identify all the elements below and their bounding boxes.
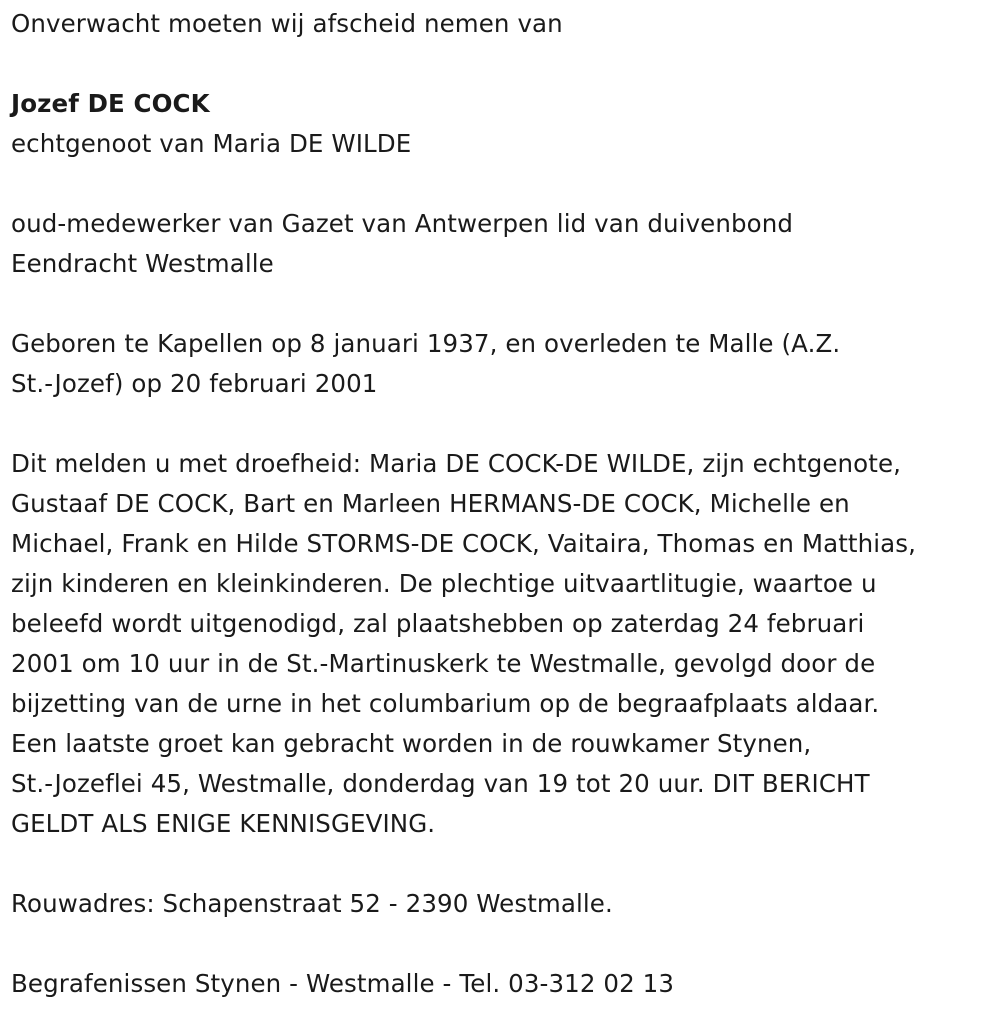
- announcement-line: Michael, Frank en Hilde STORMS-DE COCK, Vaitaira, Thomas en Matthias,: [11, 529, 917, 558]
- announcement-line: Dit melden u met droefheid: Maria DE COCK-DE WILDE, zijn echtgenote,: [11, 449, 902, 478]
- announcement-line: 2001 om 10 uur in de St.-Martinuskerk te Westmalle, gevolgd door de: [11, 649, 876, 678]
- occupation-line: oud-medewerker van Gazet van Antwerpen lid van duivenbond: [11, 209, 793, 238]
- spacer: [11, 164, 991, 204]
- spacer: [11, 44, 991, 84]
- announcement-line: bijzetting van de urne in het columbarium op de begraafplaats aldaar.: [11, 689, 880, 718]
- announcement-line: GELDT ALS ENIGE KENNISGEVING.: [11, 809, 436, 838]
- funeral-home-text: Begrafenissen Stynen - Westmalle - Tel. 03-312 02 13: [11, 969, 675, 998]
- spouse-text: echtgenoot van Maria DE WILDE: [11, 129, 412, 158]
- announcement-line: Een laatste groet kan gebracht worden in de rouwkamer Stynen,: [11, 729, 812, 758]
- deceased-name: Jozef DE COCK: [11, 89, 210, 118]
- spacer: [11, 284, 991, 324]
- announcement-line: St.-Jozeflei 45, Westmalle, donderdag van 19 tot 20 uur. DIT BERICHT: [11, 769, 870, 798]
- occupation-line: Eendracht Westmalle: [11, 249, 274, 278]
- address-text: Rouwadres: Schapenstraat 52 - 2390 Westmalle.: [11, 889, 613, 918]
- birth-death-line: St.-Jozef) op 20 februari 2001: [11, 369, 378, 398]
- birth-death-line: Geboren te Kapellen op 8 januari 1937, en overleden te Malle (A.Z.: [11, 329, 841, 358]
- announcement-line: beleefd wordt uitgenodigd, zal plaatshebben op zaterdag 24 februari: [11, 609, 865, 638]
- death-notice: [11, 4, 991, 1004]
- spacer: [11, 924, 991, 964]
- announcement-line: Gustaaf DE COCK, Bart en Marleen HERMANS-DE COCK, Michelle en: [11, 489, 850, 518]
- spacer: [11, 404, 991, 444]
- announcement-line: zijn kinderen en kleinkinderen. De plechtige uitvaartlitugie, waartoe u: [11, 569, 877, 598]
- intro-text: Onverwacht moeten wij afscheid nemen van: [11, 9, 563, 38]
- spacer: [11, 844, 991, 884]
